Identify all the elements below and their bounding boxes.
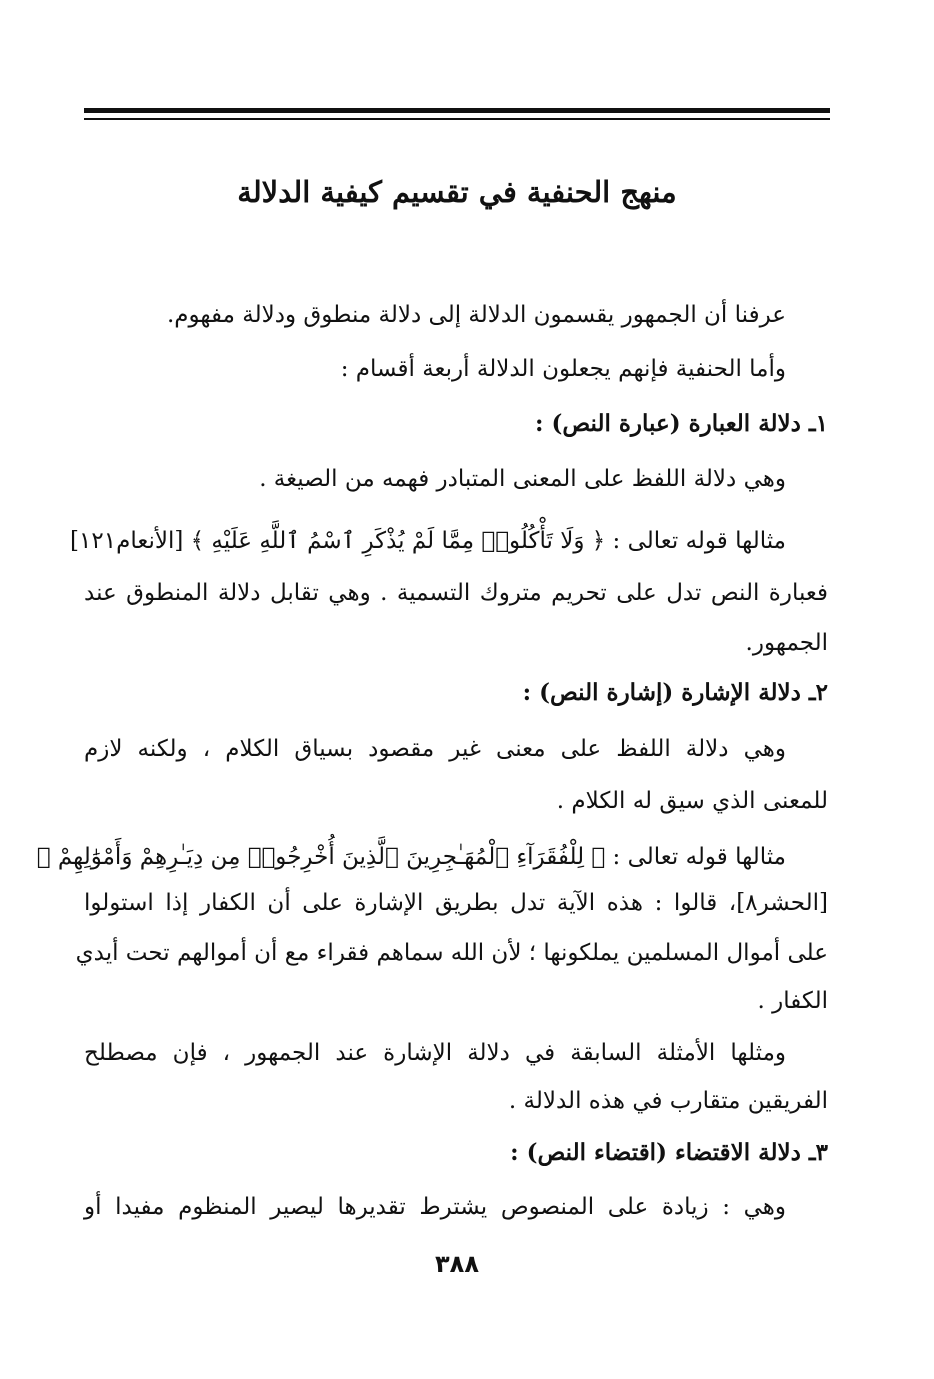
- paragraph-line: [الحشر٨]، قالوا : هذه الآية تدل بطريق الإشارة على أن الكفار إذا استولوا: [84, 890, 828, 916]
- paragraph-line: للمعنى الذي سيق له الكلام .: [556, 788, 828, 814]
- paragraph-line: الفريقين متقارب في هذه الدلالة .: [508, 1088, 828, 1114]
- quran-example-line: مثالها قوله تعالى : ﴿ وَلَا تَأْكُلُوا۟ مِمَّا لَمْ يُذْكَرِ ٱسْمُ ٱللَّهِ عَلَيْهِ ﴾ [الأنعام١٢١]: [70, 528, 786, 554]
- page-title: منهج الحنفية في تقسيم كيفية الدلالة: [237, 175, 677, 209]
- paragraph-line: على أموال المسلمين يملكونها ؛ لأن الله سماهم فقراء مع أن أموالهم تحت أيدي: [75, 940, 828, 966]
- section-heading-2: ٢ـ دلالة الإشارة (إشارة النص) :: [522, 679, 828, 706]
- header-rule-thick: [84, 108, 830, 113]
- paragraph-line: الكفار .: [757, 988, 828, 1014]
- paragraph-line: الجمهور.: [745, 630, 828, 656]
- page-number: ٣٨٨: [435, 1250, 479, 1278]
- quran-example-line: مثالها قوله تعالى : ﴿ لِلْفُقَرَآءِ ٱلْمُهَـٰجِرِينَ ٱلَّذِينَ أُخْرِجُوا۟ مِن دِيَـٰرِهِمْ وَأَمْوَٰلِهِمْ ﴾: [36, 844, 786, 870]
- paragraph-line: وهي دلالة اللفظ على المعنى المتبادر فهمه من الصيغة .: [259, 466, 786, 492]
- section-heading-3: ٣ـ دلالة الاقتضاء (اقتضاء النص) :: [510, 1139, 828, 1166]
- paragraph-line: وهي دلالة اللفظ على معنى غير مقصود بسياق الكلام ، ولكنه لازم: [84, 736, 786, 762]
- section-heading-1: ١ـ دلالة العبارة (عبارة النص) :: [534, 410, 828, 437]
- paragraph-line: وأما الحنفية فإنهم يجعلون الدلالة أربعة أقسام :: [340, 356, 786, 382]
- header-rule-thin: [84, 118, 830, 120]
- paragraph-line: عرفنا أن الجمهور يقسمون الدلالة إلى دلالة منطوق ودلالة مفهوم.: [166, 302, 786, 328]
- paragraph-line: وهي : زيادة على المنصوص يشترط تقديرها ليصير المنظوم مفيدا أو: [84, 1194, 786, 1220]
- paragraph-line: ومثلها الأمثلة السابقة في دلالة الإشارة عند الجمهور ، فإن مصطلح: [84, 1040, 786, 1066]
- paragraph-line: فعبارة النص تدل على تحريم متروك التسمية . وهي تقابل دلالة المنطوق عند: [84, 580, 828, 606]
